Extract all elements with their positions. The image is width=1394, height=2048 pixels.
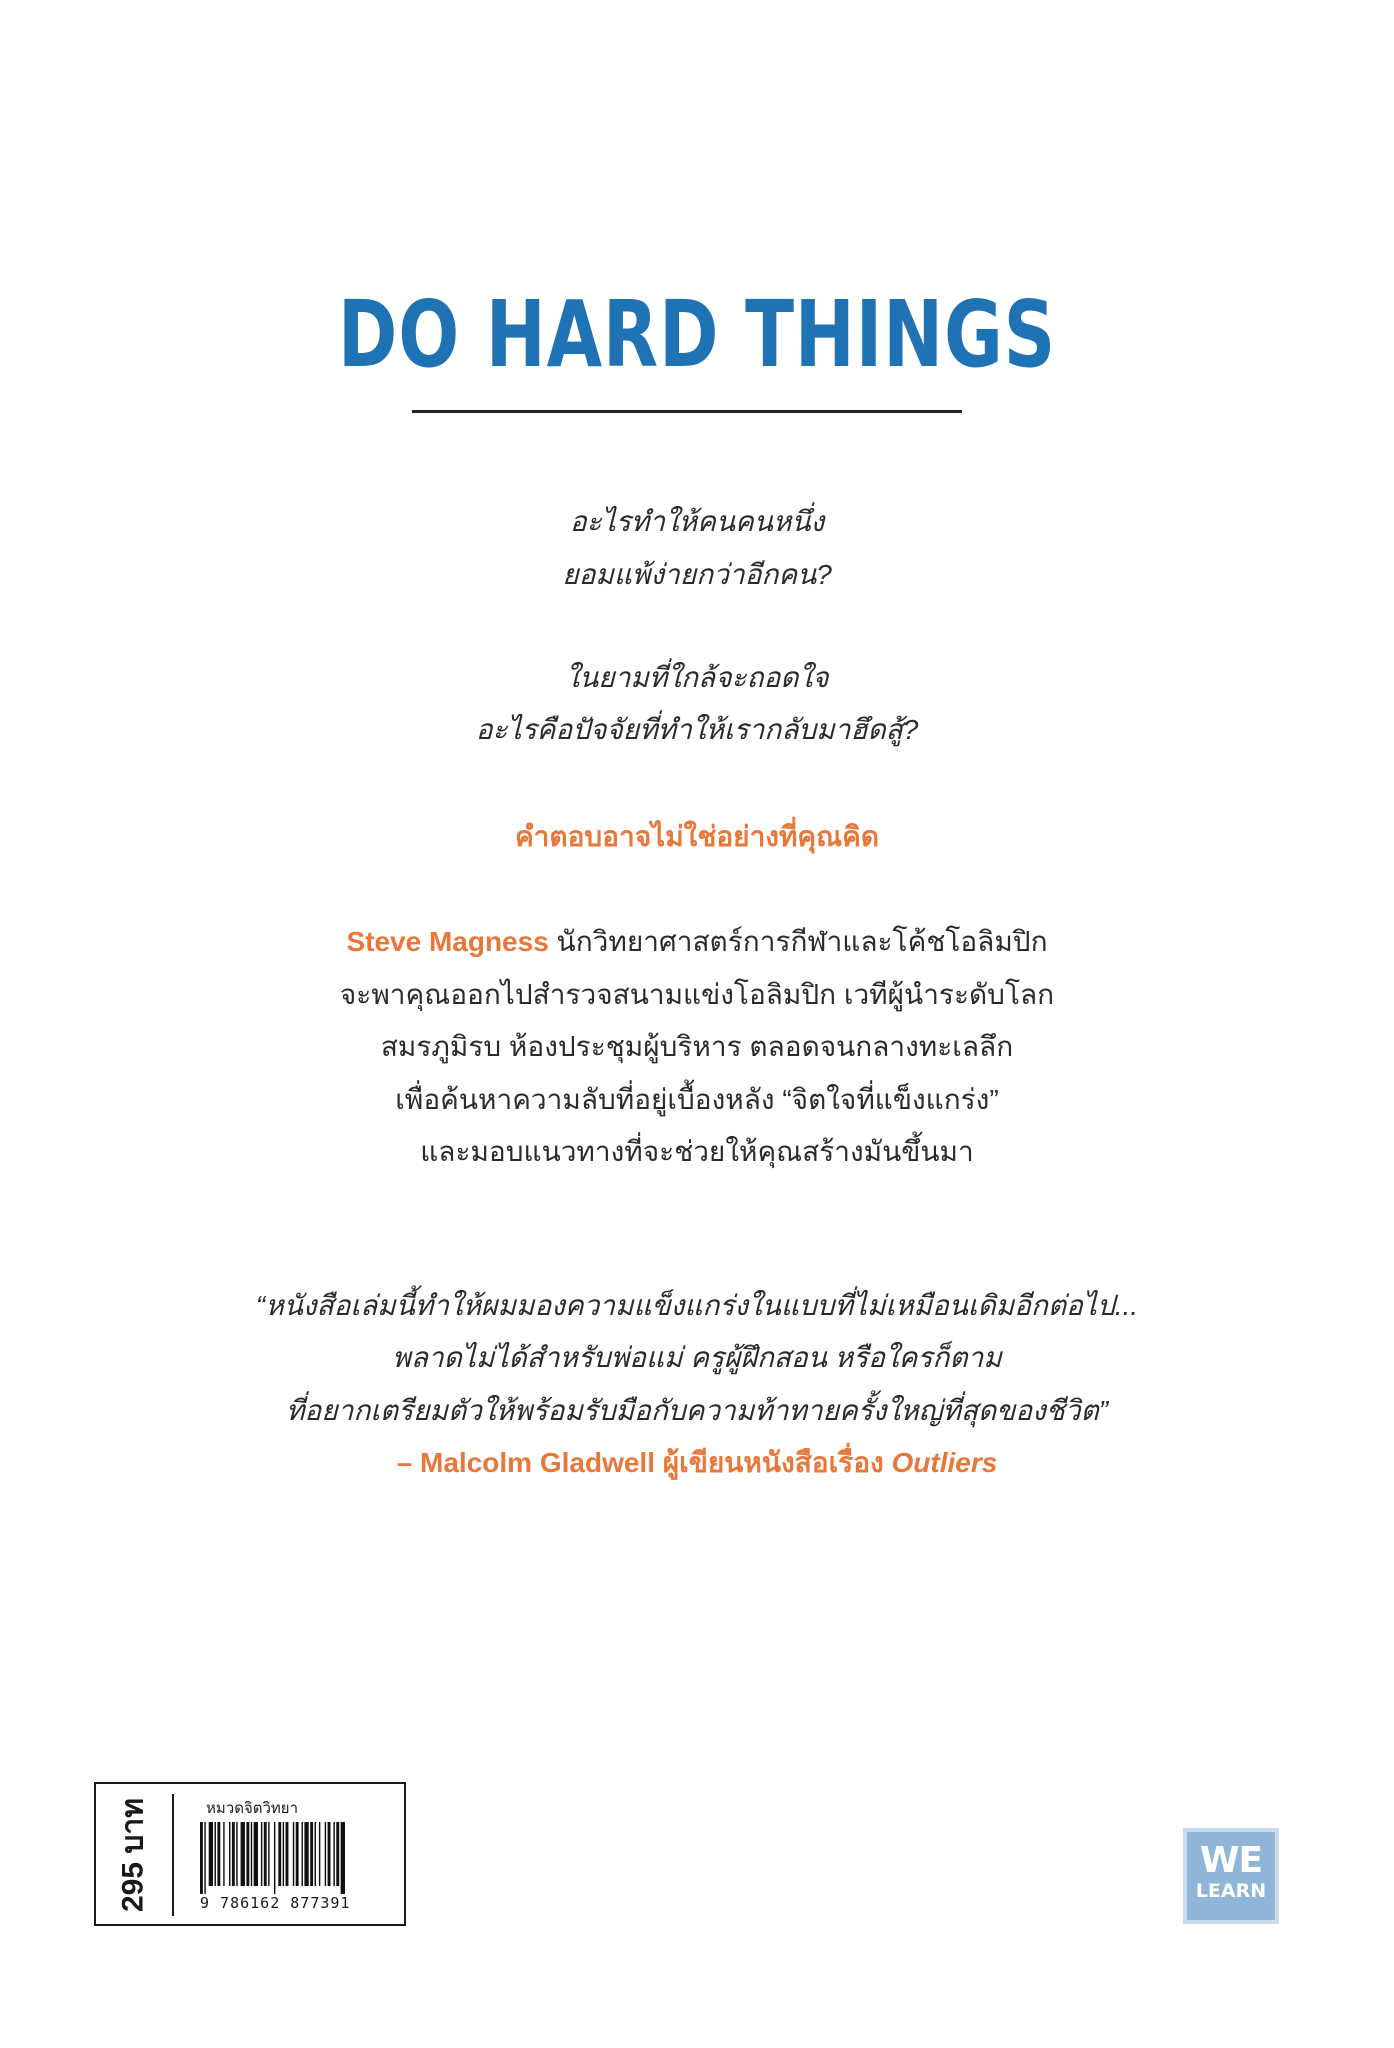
price-barcode-box [94, 1782, 406, 1926]
book-title: DO HARD THINGS [337, 281, 1057, 388]
quote-line-2: พลาดไม่ได้สำหรับพ่อแม่ ครูผู้ฝึกสอน หรือใครก็ตาม [392, 1342, 1002, 1373]
attribution-text: – Malcolm Gladwell ผู้เขียนหนังสือเรื่อง [396, 1447, 892, 1478]
barcode-bar [336, 1822, 339, 1886]
barcode-bar [209, 1822, 213, 1886]
barcode-bar [293, 1822, 294, 1886]
price-label: 295 บาท [116, 1797, 150, 1913]
price-divider [172, 1794, 174, 1916]
barcode-bar [229, 1822, 230, 1886]
description-line-4: เพื่อค้นหาความลับที่อยู่เบื้องหลัง “จิตใจที่แข็งแกร่ง” [395, 1084, 999, 1115]
barcode-icon [200, 1822, 388, 1894]
barcode-bar [286, 1822, 289, 1886]
description-line-3: สมรภูมิรบ ห้องประชุมผู้บริหาร ตลอดจนกลางทะเลลึก [380, 1031, 1014, 1062]
barcode-bar [232, 1822, 235, 1886]
barcode-bar [278, 1822, 281, 1886]
barcode-bar [254, 1822, 258, 1886]
quote-line-1: “หนังสือเล่มนี้ทำให้ผมมองความแข็งแกร่งในแบบที่ไม่เหมือนเดิมอีกต่อไป... [255, 1290, 1139, 1321]
description-line-2: จะพาคุณออกไปสำรวจสนามแข่งโอลิมปิก เวทีผู้นำระดับโลก [339, 979, 1055, 1010]
description-line-1 [0, 922, 1394, 962]
barcode-bar [302, 1822, 303, 1886]
barcode-bar [264, 1822, 267, 1886]
barcode-bar [328, 1822, 331, 1886]
question-1-line-2: ยอมแพ้ง่ายกว่าอีกคน? [562, 559, 832, 590]
barcode-bar [223, 1822, 224, 1886]
quote-line-3: ที่อยากเตรียมตัวให้พร้อมรับมือกับความท้าทายครั้งใหญ่ที่สุดของชีวิต” [285, 1395, 1109, 1426]
question-2-line-2: อะไรคือปัจจัยที่ทำให้เรากลับมาฮึดสู้? [475, 714, 919, 745]
barcode-bar [215, 1822, 216, 1886]
attribution-book-title: Outliers [891, 1447, 998, 1478]
barcode-bar [283, 1822, 284, 1886]
logo-learn-text: LEARN [1195, 1880, 1267, 1902]
barcode-bar [268, 1822, 269, 1886]
barcode-bar [274, 1822, 275, 1894]
answer-line: คำตอบอาจไม่ใช่อย่างที่คุณคิด [514, 821, 880, 852]
barcode-bar [325, 1822, 326, 1886]
question-1-line-1: อะไรทำให้คนคนหนึ่ง [569, 506, 825, 537]
barcode-bar [341, 1822, 345, 1894]
barcode-bar [315, 1822, 316, 1886]
quote-attribution [0, 1443, 1394, 1483]
barcode-bar [310, 1822, 313, 1886]
author-name: Steve Magness [346, 926, 549, 957]
category-label: หมวดจิตวิทยา [206, 1800, 298, 1817]
author-description: นักวิทยาศาสตร์การกีฬาและโค้ชโอลิมปิก [548, 926, 1048, 957]
barcode-bar [319, 1822, 320, 1886]
barcode-bar [261, 1822, 262, 1886]
question-2-line-1: ในยามที่ใกล้จะถอดใจ [565, 662, 829, 693]
barcode-bar [296, 1822, 299, 1886]
logo-we-text: WE [1199, 1840, 1263, 1881]
barcode-bar [204, 1822, 205, 1894]
barcode-bar [246, 1822, 249, 1886]
barcode-bar [251, 1822, 252, 1886]
barcode-bar [333, 1822, 334, 1886]
barcode-bar [241, 1822, 245, 1886]
publisher-logo [1183, 1828, 1279, 1924]
isbn-number: 9 786162 877391 [200, 1894, 351, 1912]
title-divider [412, 410, 962, 413]
description-line-5: และมอบแนวทางที่จะช่วยให้คุณสร้างมันขึ้นมา [420, 1136, 974, 1167]
barcode-bar [200, 1822, 203, 1894]
barcode-bar [304, 1822, 308, 1886]
barcode-bar [217, 1822, 220, 1886]
barcode-bar [236, 1822, 237, 1886]
